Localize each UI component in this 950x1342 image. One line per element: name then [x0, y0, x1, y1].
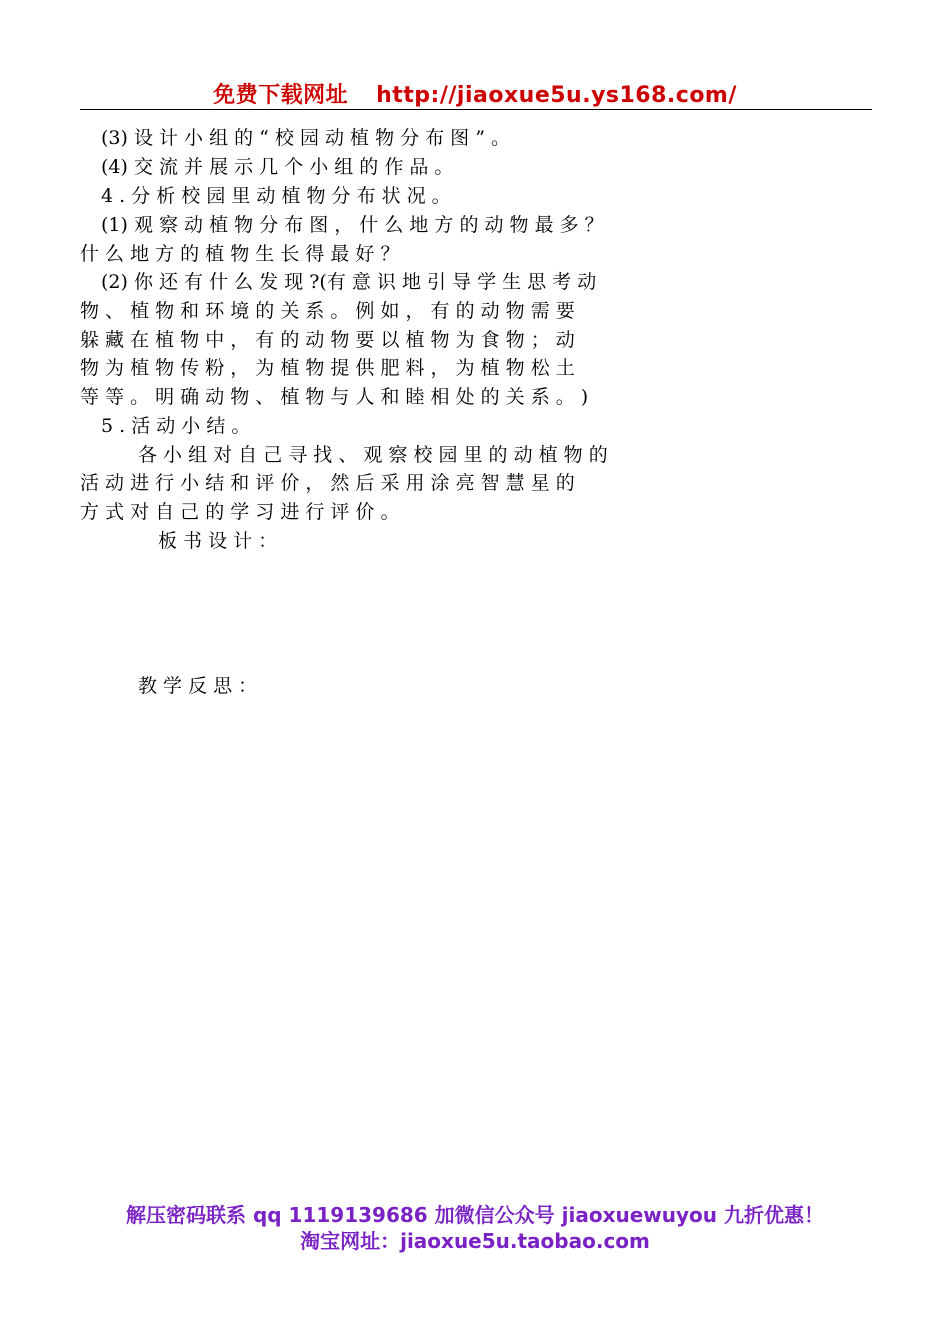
body-line: (4) 交 流 并 展 示 几 个 小 组 的 作 品 。: [101, 156, 454, 178]
body-line: 5 . 活 动 小 结 。: [101, 415, 251, 437]
reflection-label: 教 学 反 思 ：: [138, 675, 258, 697]
body-line: 物 为 植 物 传 粉 ， 为 植 物 提 供 肥 料 ， 为 植 物 松 土: [80, 357, 575, 379]
body-line: 活 动 进 行 小 结 和 评 价 ， 然 后 采 用 涂 亮 智 慧 星 的: [80, 472, 575, 494]
body-line: (2) 你 还 有 什 么 发 现 ?(有 意 识 地 引 导 学 生 思 考 动: [101, 271, 597, 293]
header-label: 免费下载网址: [213, 83, 349, 108]
body-line: 物 、 植 物 和 环 境 的 关 系 。 例 如 ， 有 的 动 物 需 要: [80, 300, 575, 322]
body-line: 等 等 。 明 确 动 物 、 植 物 与 人 和 睦 相 处 的 关 系 。 ): [80, 386, 589, 408]
board-design-label: 板 书 设 计 ：: [158, 530, 278, 552]
footer-contact: 解压密码联系 qq 1119139686 加微信公众号 jiaoxuewuyou 九折优惠！: [126, 1203, 824, 1227]
header-banner: [0, 78, 950, 109]
body-line: (1) 观 察 动 植 物 分 布 图 ， 什 么 地 方 的 动 物 最 多 ？: [101, 214, 604, 236]
body-line: 方 式 对 自 己 的 学 习 进 行 评 价 。: [80, 501, 400, 523]
footer-shop-link[interactable]: 淘宝网址：jiaoxue5u.taobao.com: [300, 1229, 650, 1253]
header-divider: [80, 109, 872, 110]
body-line: 躲 藏 在 植 物 中 ， 有 的 动 物 要 以 植 物 为 食 物 ； 动: [80, 329, 575, 351]
body-line: 什 么 地 方 的 植 物 生 长 得 最 好 ？: [80, 243, 400, 265]
header-url-link[interactable]: http://jiaoxue5u.ys168.com/: [376, 83, 737, 108]
body-line: (3) 设 计 小 组 的 “ 校 园 动 植 物 分 布 图 ” 。: [101, 127, 510, 149]
body-line: 各 小 组 对 自 己 寻 找 、 观 察 校 园 里 的 动 植 物 的: [138, 444, 608, 466]
body-line: 4 . 分 析 校 园 里 动 植 物 分 布 状 况 。: [101, 185, 451, 207]
